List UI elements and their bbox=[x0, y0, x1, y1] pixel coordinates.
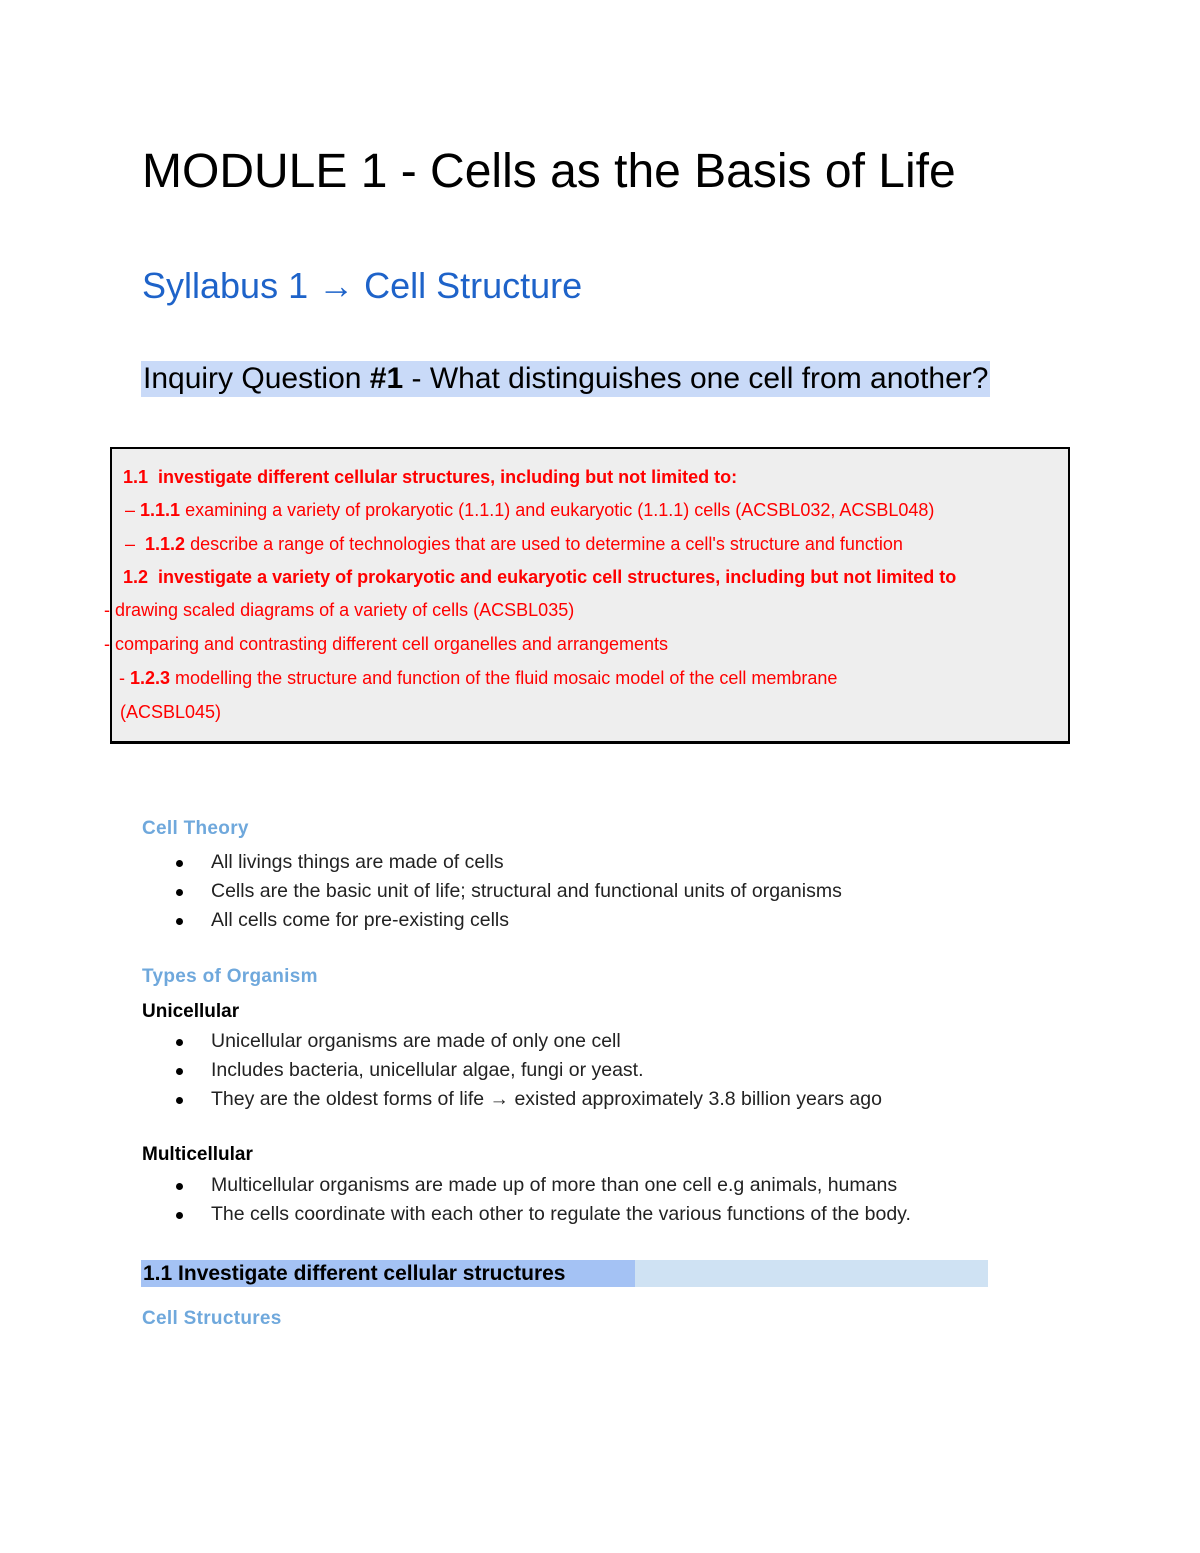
multicellular-heading: Multicellular bbox=[142, 1144, 253, 1165]
outcome-dash: - bbox=[119, 668, 130, 688]
outcome-1-1-1 bbox=[125, 498, 934, 522]
outcome-1-2 bbox=[123, 565, 956, 589]
syllabus-outcomes-box bbox=[104, 447, 1070, 744]
list-item: Multicellular organisms are made up of more than one cell e.g animals, humans bbox=[176, 1171, 911, 1200]
outcome-1-1-2 bbox=[125, 532, 903, 556]
list-item: They are the oldest forms of life → existed approximately 3.8 billion years ago bbox=[176, 1085, 882, 1114]
inquiry-number: #1 bbox=[369, 362, 404, 395]
list-item: Includes bacteria, unicellular algae, fungi or yeast. bbox=[176, 1056, 882, 1085]
list-item: All cells come for pre-existing cells bbox=[176, 906, 842, 935]
unicellular-heading: Unicellular bbox=[142, 1001, 240, 1022]
outcome-number: 1.2 bbox=[123, 567, 149, 587]
inquiry-prefix: Inquiry Question bbox=[143, 362, 370, 395]
inquiry-question-heading bbox=[141, 361, 990, 397]
document-title: MODULE 1 - Cells as the Basis of Life bbox=[142, 145, 956, 198]
list-item: The cells coordinate with each other to regulate the various functions of the body. bbox=[176, 1200, 911, 1229]
outcome-number: 1.1.2 bbox=[145, 534, 186, 554]
outcome-text: examining a variety of prokaryotic (1.1.1) and eukaryotic (1.1.1) cells (ACSBL032, ACSBL048) bbox=[180, 500, 935, 520]
outcome-1-2-3 bbox=[119, 666, 837, 690]
outcome-number: 1.2.3 bbox=[130, 668, 171, 688]
section-1-1-heading: 1.1 Investigate different cellular structures bbox=[143, 1262, 566, 1285]
cell-theory-heading: Cell Theory bbox=[142, 818, 249, 839]
outcome-text: investigate different cellular structures, including but not limited to: bbox=[148, 467, 738, 487]
list-item: Cells are the basic unit of life; structural and functional units of organisms bbox=[176, 877, 842, 906]
outcome-text: investigate a variety of prokaryotic and eukaryotic cell structures, including but not limited to bbox=[148, 567, 957, 587]
outcome-1-2-1: - drawing scaled diagrams of a variety of cells (ACSBL035) bbox=[104, 600, 575, 620]
inquiry-text: - What distinguishes one cell from another? bbox=[403, 362, 989, 395]
unicellular-list bbox=[176, 1027, 882, 1114]
syllabus-heading: Syllabus 1 → Cell Structure bbox=[142, 265, 583, 306]
types-of-organism-heading: Types of Organism bbox=[142, 966, 318, 987]
outcome-1-2-2: - comparing and contrasting different cell organelles and arrangements bbox=[104, 634, 668, 654]
outcome-dash: – bbox=[125, 534, 146, 554]
outcome-text: describe a range of technologies that are used to determine a cell's structure and function bbox=[185, 534, 903, 554]
multicellular-list bbox=[176, 1171, 911, 1229]
outcome-number: 1.1.1 bbox=[140, 500, 181, 520]
outcome-dash: – bbox=[125, 500, 141, 520]
cell-theory-list bbox=[176, 848, 842, 935]
list-item: All livings things are made of cells bbox=[176, 848, 842, 877]
outcome-1-2-3-code: (ACSBL045) bbox=[120, 702, 222, 722]
outcome-text: modelling the structure and function of the fluid mosaic model of the cell membrane bbox=[170, 668, 838, 688]
cell-structures-heading: Cell Structures bbox=[142, 1308, 282, 1329]
outcome-1-1 bbox=[123, 465, 737, 489]
outcome-number: 1.1 bbox=[123, 467, 149, 487]
list-item: Unicellular organisms are made of only one cell bbox=[176, 1027, 882, 1056]
